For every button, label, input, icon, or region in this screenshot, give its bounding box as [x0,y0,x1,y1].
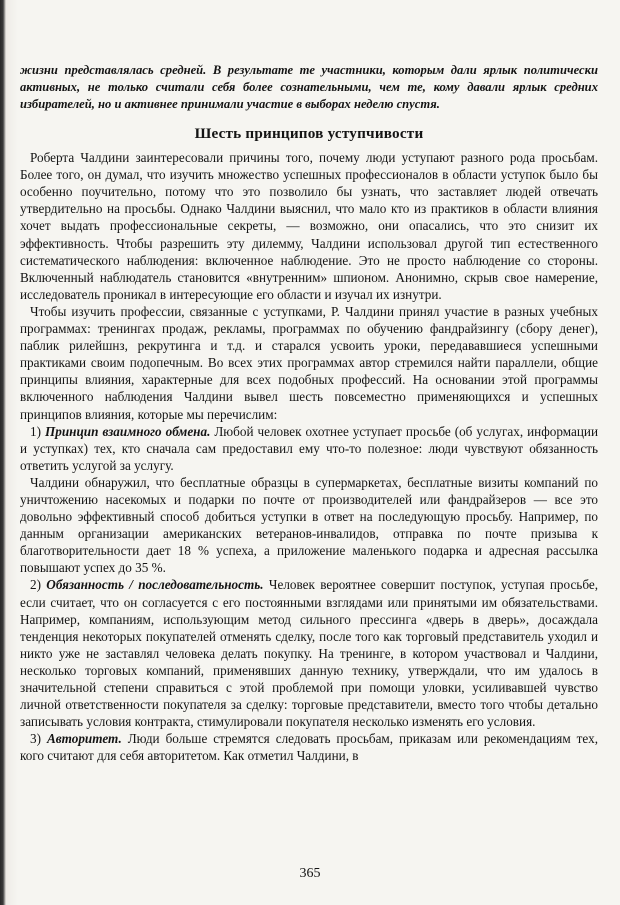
principle-1-text: Любой человек охотнее уступает просьбе (об услугах, информации и уступках) тех, кто сначала сам предоставил ему что-то полезное: люди чувствуют обязанность ответить услугой за услугу. [20,423,599,473]
paragraph-1: Роберта Чалдини заинтересовали причины того, почему люди уступают разного рода просьбам. Более того, он думал, что изучить множество успешных профессионалов в области уступок было бы особенно поучительно, потому что это позволило бы узнать, что заставляет людей отвечать утвердительно на просьбы. Однако Чалдини выяснил, что мало кто из практиков в области влияния хочет выдать профессиональные секреты, — возможно, они опасались, что это снизит их эффективность. Чтобы разрешить эту дилемму, Чалдини использовал другой тип естественного систематического наблюдения: включенное наблюдение. Это не просто наблюдение со стороны. Включенный наблюдатель становится «внутренним» шпионом. Анонимно, скрыв свое намерение, исследователь проникал в интересующие его области и изучал их изнутри. [20,150,598,302]
paragraph-2: Чтобы изучить профессии, связанные с уступками, Р. Чалдини принял участие в разных учебных программах: тренингах продаж, рекламы, программах по обучению фандрайзингу (сбору денег), паблик рилейшнз, рекрутинга и т.д. и старался усвоить уроки, передававшиеся успешными практиками своим подопечным. Во всех этих программах автор стремился найти параллели, общие принципы влияния, характерные для всех подобных профессий. На основании этой программы включенного наблюдения Чалдини вывел шесть повсеместно применяющихся и успешных принципов влияния, которые мы перечислим: [20,303,598,422]
principle-3-number: 3) [30,731,41,747]
page-content [20,62,598,764]
principle-2-number: 2) [30,577,41,593]
principle-1-title: Принцип взаимного обмена. [44,423,211,439]
section-heading: Шесть принципов уступчивости [194,125,424,142]
principle-3-title: Авторитет. [46,731,122,747]
principle-2 [20,576,598,730]
principle-1 [20,423,598,474]
intro-paragraph: жизни представлялась средней. В результате те участники, которым дали ярлык политически активных, не только считали себя более сознательными, чем те, кому давали ярлык средних избирателей, но и активнее принимали участие в выборах неделю спустя. [20,63,598,111]
principle-1-number: 1) [30,423,41,439]
principle-2-text: Человек вероятнее совершит поступок, уступая просьбе, если считает, что он согласуется с его постоянными взглядами или принятыми им обязательствами. Например, компаниям, использующим метод сильного прессинга «дверь в дверь», досаждала тенденция некоторых покупателей отменять сделку, после того как торговый представитель уходил и никто уже не заставлял человека делать покупку. На тренинге, в котором участвовал и Чалдини, несколько торговых компаний, применявших данную технику, утверждали, что им удалось в значительной степени справиться с этой проблемой при помощи уловки, усиливавшей чувство личной ответственности покупателя за сделку: торговые представители, вместо того чтобы детально записывать условия контракта, стимулировали покупателя несколько изменять его условия. [20,577,599,730]
principle-2-title: Обязанность / последовательность. [46,577,264,593]
principle-3 [20,730,598,764]
principle-3-text: Люди больше стремятся следовать просьбам, приказам или рекомендациям тех, кого считают для себя авторитетом. Как отметил Чалдини, в [20,731,599,764]
paragraph-3: Чалдини обнаружил, что бесплатные образцы в супермаркетах, бесплатные визиты компаний по уничтожению насекомых и подарки по почте от производителей или фандрайзеров — все это довольно эффективный способ добиться уступки в ответ на последующую просьбу. Например, по данным организации американских ветеранов-инвалидов, отправка по почте призыва к благотворительности дает 18 % успеха, а приложение маленького подарка и адресная рассылка повышают успех до 35 %. [20,474,598,576]
page-number: 365 [299,866,321,881]
